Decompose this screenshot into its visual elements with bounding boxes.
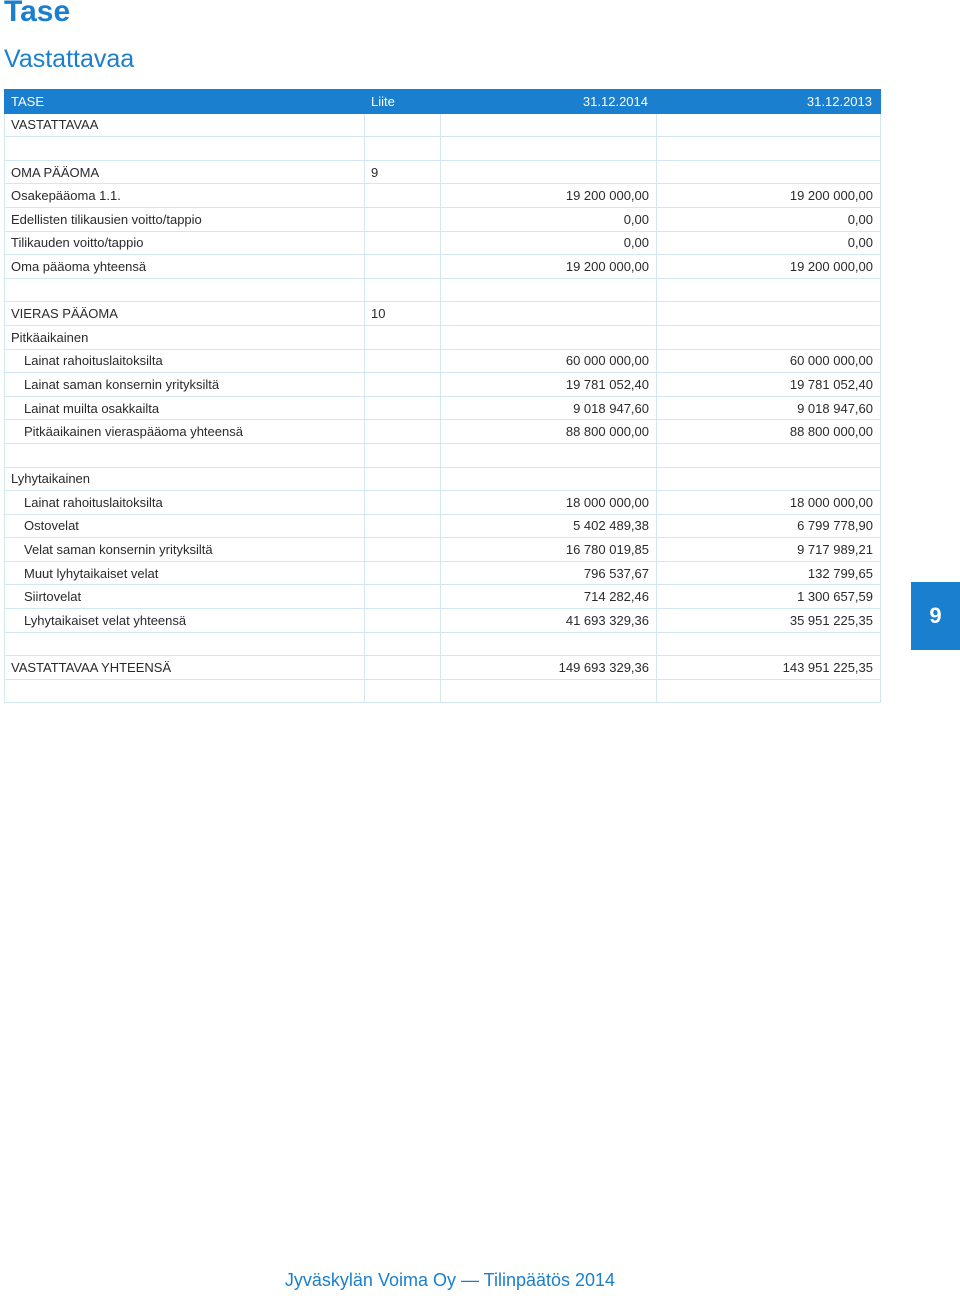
row-value-2014: 19 200 000,00 bbox=[441, 184, 657, 208]
row-note bbox=[365, 113, 441, 137]
header-col-2014: 31.12.2014 bbox=[441, 90, 657, 114]
row-note bbox=[365, 585, 441, 609]
row-label: Muut lyhytaikaiset velat bbox=[5, 561, 365, 585]
row-label: Lyhytaikainen bbox=[5, 467, 365, 491]
row-label: Tilikauden voitto/tappio bbox=[5, 231, 365, 255]
row-note: 10 bbox=[365, 302, 441, 326]
row-label bbox=[5, 278, 365, 302]
row-label: VASTATTAVAA YHTEENSÄ bbox=[5, 656, 365, 680]
table-row bbox=[5, 679, 881, 703]
row-label bbox=[5, 632, 365, 656]
row-value-2014 bbox=[441, 443, 657, 467]
page-footer: Jyväskylän Voima Oy — Tilinpäätös 2014 bbox=[284, 1270, 616, 1290]
table-row bbox=[5, 561, 881, 585]
row-note bbox=[365, 491, 441, 515]
table-row bbox=[5, 325, 881, 349]
table-row bbox=[5, 231, 881, 255]
row-note bbox=[365, 656, 441, 680]
row-value-2013 bbox=[657, 160, 881, 184]
table-row bbox=[5, 396, 881, 420]
row-value-2013: 88 800 000,00 bbox=[657, 420, 881, 444]
row-value-2013: 19 781 052,40 bbox=[657, 373, 881, 397]
header-col-2013: 31.12.2013 bbox=[657, 90, 881, 114]
row-value-2013: 0,00 bbox=[657, 207, 881, 231]
row-value-2014: 0,00 bbox=[441, 231, 657, 255]
table-row bbox=[5, 207, 881, 231]
row-label: VASTATTAVAA bbox=[5, 113, 365, 137]
row-label: Lainat saman konsernin yrityksiltä bbox=[5, 373, 365, 397]
row-value-2014: 0,00 bbox=[441, 207, 657, 231]
row-note bbox=[365, 467, 441, 491]
header-note: Liite bbox=[365, 90, 441, 114]
table-row bbox=[5, 491, 881, 515]
row-value-2013: 132 799,65 bbox=[657, 561, 881, 585]
row-note bbox=[365, 514, 441, 538]
row-note bbox=[365, 184, 441, 208]
table-row bbox=[5, 420, 881, 444]
row-note bbox=[365, 420, 441, 444]
table-row bbox=[5, 585, 881, 609]
row-value-2013 bbox=[657, 443, 881, 467]
row-value-2013 bbox=[657, 467, 881, 491]
row-value-2013: 9 018 947,60 bbox=[657, 396, 881, 420]
row-label: Lainat rahoituslaitoksilta bbox=[5, 491, 365, 515]
row-value-2014: 60 000 000,00 bbox=[441, 349, 657, 373]
row-value-2013: 143 951 225,35 bbox=[657, 656, 881, 680]
balance-sheet-table bbox=[4, 89, 881, 703]
row-value-2014: 9 018 947,60 bbox=[441, 396, 657, 420]
row-label: Pitkäaikainen vieraspääoma yhteensä bbox=[5, 420, 365, 444]
row-value-2013: 60 000 000,00 bbox=[657, 349, 881, 373]
row-value-2014 bbox=[441, 278, 657, 302]
row-value-2013 bbox=[657, 113, 881, 137]
row-value-2014 bbox=[441, 325, 657, 349]
row-value-2013 bbox=[657, 137, 881, 161]
table-row bbox=[5, 514, 881, 538]
row-note bbox=[365, 679, 441, 703]
row-value-2014 bbox=[441, 302, 657, 326]
row-label: Lyhytaikaiset velat yhteensä bbox=[5, 609, 365, 633]
table-row bbox=[5, 278, 881, 302]
table-row bbox=[5, 255, 881, 279]
row-value-2014: 88 800 000,00 bbox=[441, 420, 657, 444]
row-label bbox=[5, 443, 365, 467]
header-label: TASE bbox=[5, 90, 365, 114]
row-label: Pitkäaikainen bbox=[5, 325, 365, 349]
table-row bbox=[5, 184, 881, 208]
table-row bbox=[5, 538, 881, 562]
row-label: Osakepääoma 1.1. bbox=[5, 184, 365, 208]
row-value-2013: 19 200 000,00 bbox=[657, 255, 881, 279]
row-note bbox=[365, 443, 441, 467]
table-row bbox=[5, 656, 881, 680]
row-value-2013: 18 000 000,00 bbox=[657, 491, 881, 515]
row-label: Oma pääoma yhteensä bbox=[5, 255, 365, 279]
row-value-2013 bbox=[657, 278, 881, 302]
row-value-2014: 714 282,46 bbox=[441, 585, 657, 609]
row-value-2014 bbox=[441, 160, 657, 184]
row-value-2013 bbox=[657, 325, 881, 349]
table-row bbox=[5, 113, 881, 137]
row-value-2014: 16 780 019,85 bbox=[441, 538, 657, 562]
row-value-2014 bbox=[441, 679, 657, 703]
table-row bbox=[5, 632, 881, 656]
row-value-2013 bbox=[657, 679, 881, 703]
row-note bbox=[365, 207, 441, 231]
table-row bbox=[5, 302, 881, 326]
row-note bbox=[365, 137, 441, 161]
row-label: Velat saman konsernin yrityksiltä bbox=[5, 538, 365, 562]
row-note bbox=[365, 231, 441, 255]
row-label: Siirtovelat bbox=[5, 585, 365, 609]
row-value-2013: 9 717 989,21 bbox=[657, 538, 881, 562]
row-value-2014: 19 200 000,00 bbox=[441, 255, 657, 279]
table-header-row bbox=[5, 90, 881, 114]
row-value-2014: 796 537,67 bbox=[441, 561, 657, 585]
row-note bbox=[365, 349, 441, 373]
row-value-2014 bbox=[441, 113, 657, 137]
section-title: Vastattavaa bbox=[4, 45, 135, 73]
row-value-2013 bbox=[657, 632, 881, 656]
table-row bbox=[5, 467, 881, 491]
row-note bbox=[365, 561, 441, 585]
row-note bbox=[365, 278, 441, 302]
row-value-2014 bbox=[441, 467, 657, 491]
table-row bbox=[5, 373, 881, 397]
row-note bbox=[365, 255, 441, 279]
row-note bbox=[365, 373, 441, 397]
row-value-2014: 41 693 329,36 bbox=[441, 609, 657, 633]
row-label: VIERAS PÄÄOMA bbox=[5, 302, 365, 326]
row-label: OMA PÄÄOMA bbox=[5, 160, 365, 184]
row-note bbox=[365, 325, 441, 349]
table-row bbox=[5, 609, 881, 633]
page-number-badge: 9 bbox=[911, 582, 960, 650]
row-value-2013: 19 200 000,00 bbox=[657, 184, 881, 208]
row-value-2013: 1 300 657,59 bbox=[657, 585, 881, 609]
row-value-2013 bbox=[657, 302, 881, 326]
row-value-2013: 35 951 225,35 bbox=[657, 609, 881, 633]
table-row bbox=[5, 349, 881, 373]
row-note bbox=[365, 632, 441, 656]
row-label bbox=[5, 137, 365, 161]
row-note bbox=[365, 538, 441, 562]
row-label: Lainat rahoituslaitoksilta bbox=[5, 349, 365, 373]
row-label bbox=[5, 679, 365, 703]
row-value-2014: 5 402 489,38 bbox=[441, 514, 657, 538]
row-note: 9 bbox=[365, 160, 441, 184]
row-note bbox=[365, 609, 441, 633]
row-value-2013: 0,00 bbox=[657, 231, 881, 255]
row-value-2014: 18 000 000,00 bbox=[441, 491, 657, 515]
row-value-2014: 149 693 329,36 bbox=[441, 656, 657, 680]
table-row bbox=[5, 443, 881, 467]
row-label: Lainat muilta osakkailta bbox=[5, 396, 365, 420]
row-value-2014 bbox=[441, 632, 657, 656]
page-title: Tase bbox=[4, 0, 71, 28]
row-value-2013: 6 799 778,90 bbox=[657, 514, 881, 538]
table-row bbox=[5, 160, 881, 184]
row-value-2014 bbox=[441, 137, 657, 161]
row-note bbox=[365, 396, 441, 420]
table-row bbox=[5, 137, 881, 161]
row-label: Edellisten tilikausien voitto/tappio bbox=[5, 207, 365, 231]
row-value-2014: 19 781 052,40 bbox=[441, 373, 657, 397]
row-label: Ostovelat bbox=[5, 514, 365, 538]
